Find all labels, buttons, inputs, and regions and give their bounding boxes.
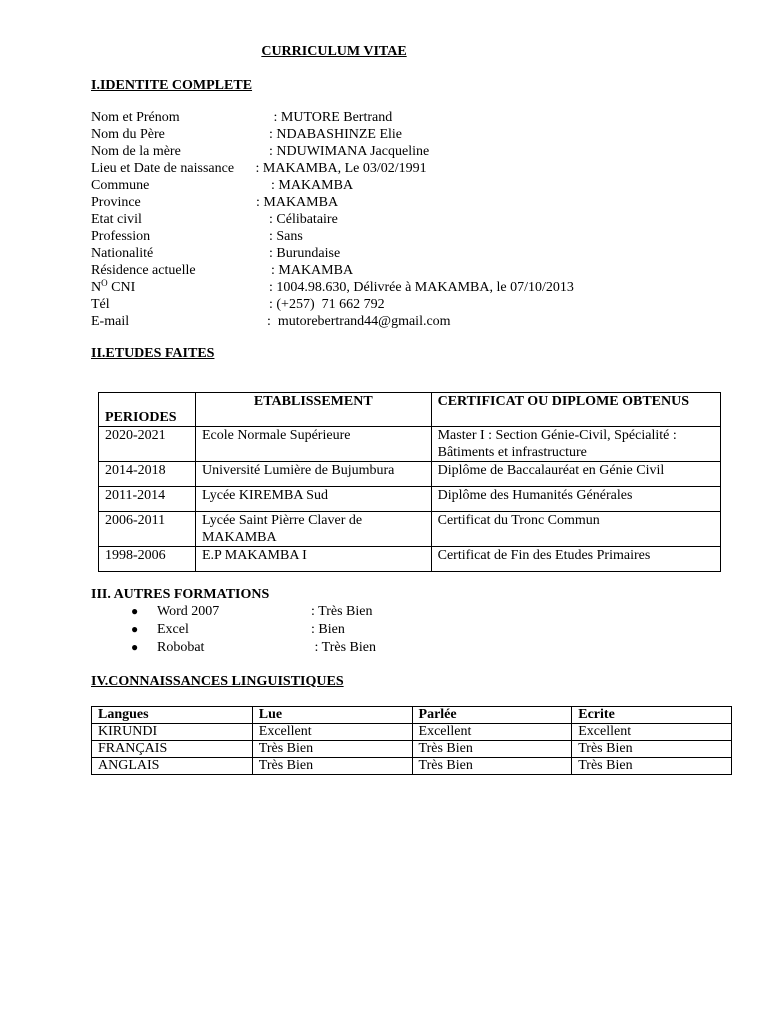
identity-value: : NDUWIMANA Jacqueline	[269, 144, 430, 159]
header-parlee: Parlée	[412, 707, 572, 724]
cell-periode: 2011-2014	[99, 487, 196, 512]
identity-value: : (+257) 71 662 792	[269, 297, 385, 312]
header-certificat: CERTIFICAT OU DIPLOME OBTENUS	[431, 393, 720, 427]
section-etudes-heading: II.ETUDES FAITES	[91, 346, 215, 361]
cell-langue: ANGLAIS	[92, 758, 253, 775]
cell-diplome: Diplôme de Baccalauréat en Génie Civil	[431, 462, 720, 487]
cell-etablissement: Lycée Saint Pièrre Claver de MAKAMBA	[195, 512, 431, 547]
cni-label-prefix: N	[91, 280, 102, 295]
cell-etablissement: Lycée KIREMBA Sud	[195, 487, 431, 512]
etudes-table	[98, 392, 721, 572]
table-row	[99, 487, 721, 512]
cell-lue: Excellent	[252, 724, 412, 741]
section-langues-heading: IV.CONNAISSANCES LINGUISTIQUES	[91, 674, 344, 689]
table-row	[99, 547, 721, 572]
langues-table	[91, 706, 732, 775]
formation-level: : Bien	[311, 622, 345, 637]
identity-label: Province	[91, 195, 141, 210]
cell-diplome: Master I : Section Génie-Civil, Spécialité : Bâtiments et infrastructure	[431, 427, 720, 462]
etudes-header-row	[99, 393, 721, 427]
cell-parlee: Très Bien	[412, 758, 572, 775]
table-row	[92, 724, 732, 741]
identity-label: Etat civil	[91, 212, 142, 227]
identity-label	[91, 279, 135, 296]
identity-label: Tél	[91, 297, 110, 312]
header-lue: Lue	[252, 707, 412, 724]
cell-ecrite: Très Bien	[572, 741, 732, 758]
cell-ecrite: Très Bien	[572, 758, 732, 775]
document-title: CURRICULUM VITAE	[261, 44, 407, 59]
identity-label: Nationalité	[91, 246, 154, 261]
langues-header-row	[92, 707, 732, 724]
bullet-icon: ●	[131, 640, 139, 654]
identity-label: Nom de la mère	[91, 144, 181, 159]
identity-label: E-mail	[91, 314, 130, 329]
formation-name: Word 2007	[157, 604, 220, 619]
cell-diplome: Certificat de Fin des Etudes Primaires	[431, 547, 720, 572]
identity-value: : Sans	[269, 229, 303, 244]
identity-value: : MAKAMBA, Le 03/02/1991	[252, 161, 427, 176]
identity-value: : MAKAMBA	[256, 195, 339, 210]
identity-label: Nom du Père	[91, 127, 165, 142]
cell-lue: Très Bien	[252, 741, 412, 758]
cell-periode: 1998-2006	[99, 547, 196, 572]
cni-label-suffix: CNI	[107, 280, 136, 295]
formation-name: Excel	[157, 622, 189, 637]
cell-etablissement: Université Lumière de Bujumbura	[195, 462, 431, 487]
cell-periode: 2020-2021	[99, 427, 196, 462]
identity-label: Profession	[91, 229, 151, 244]
identity-label: Commune	[91, 178, 150, 193]
bullet-icon: ●	[131, 622, 139, 636]
header-etablissement: ETABLISSEMENT	[195, 393, 431, 427]
table-row	[99, 462, 721, 487]
section-autres-heading: III. AUTRES FORMATIONS	[91, 587, 270, 602]
table-row	[99, 427, 721, 462]
identity-value: : Burundaise	[269, 246, 341, 261]
identity-label: Nom et Prénom	[91, 110, 180, 125]
cell-etablissement: Ecole Normale Supérieure	[195, 427, 431, 462]
cni-label-sup: O	[101, 278, 108, 288]
table-row	[92, 741, 732, 758]
cell-langue: KIRUNDI	[92, 724, 253, 741]
identity-value: : MAKAMBA	[271, 178, 354, 193]
section-identite-heading: I.IDENTITE COMPLETE	[91, 78, 253, 93]
formation-name: Robobat	[157, 640, 205, 655]
table-row	[99, 512, 721, 547]
identity-label: Lieu et Date de naissance	[91, 161, 235, 176]
bullet-icon: ●	[131, 604, 139, 618]
identity-value: : mutorebertrand44@gmail.com	[267, 314, 451, 329]
formation-level: : Très Bien	[311, 604, 373, 619]
table-row	[92, 758, 732, 775]
identity-value: : NDABASHINZE Elie	[269, 127, 402, 142]
formation-level: : Très Bien	[311, 640, 376, 655]
cell-lue: Très Bien	[252, 758, 412, 775]
identity-value: : 1004.98.630, Délivrée à MAKAMBA, le 07/10/2013	[269, 280, 574, 295]
cell-periode: 2006-2011	[99, 512, 196, 547]
header-ecrite: Ecrite	[572, 707, 732, 724]
cell-ecrite: Excellent	[572, 724, 732, 741]
cell-parlee: Excellent	[412, 724, 572, 741]
header-langues: Langues	[92, 707, 253, 724]
header-periodes: PERIODES	[99, 393, 196, 427]
cell-diplome: Certificat du Tronc Commun	[431, 512, 720, 547]
cell-diplome: Diplôme des Humanités Générales	[431, 487, 720, 512]
cell-etablissement: E.P MAKAMBA I	[195, 547, 431, 572]
identity-value: : MAKAMBA	[271, 263, 354, 278]
identity-label: Résidence actuelle	[91, 263, 196, 278]
cell-periode: 2014-2018	[99, 462, 196, 487]
cell-parlee: Très Bien	[412, 741, 572, 758]
identity-value: : MUTORE Bertrand	[270, 110, 393, 125]
cell-langue: FRANÇAIS	[92, 741, 253, 758]
identity-value: : Célibataire	[269, 212, 338, 227]
